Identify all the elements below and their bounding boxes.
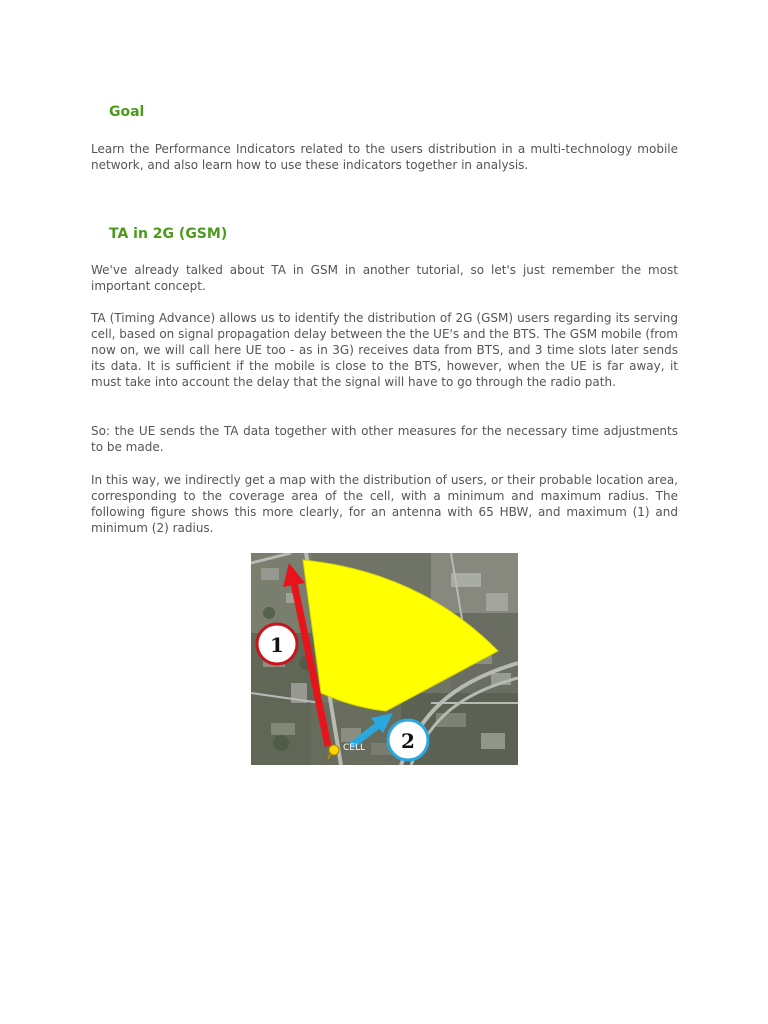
ta-map-paragraph: In this way, we indirectly get a map with the distribution of users, or their probable location area, corresponding to the coverage area of the cell, with a minimum and maximum radius. The following figure shows this more clearly, for an antenna with 65 HBW, and maximum (1) and minimum (2) radius.: [91, 473, 678, 535]
min-radius-marker: [388, 720, 428, 760]
min-radius-marker-label: 2: [401, 729, 415, 753]
ta-definition-paragraph: TA (Timing Advance) allows us to identify the distribution of 2G (GSM) users regarding its serving cell, based on signal propagation delay between the the UE's and the BTS. The GSM mobile (from now on, we will call here UE too - as in 3G) receives data from BTS, and 3 time slots later sends its data. It is sufficient if the mobile is close to the BTS, however, when the UE is far away, it must take into account the delay that the signal will have to go through the radio path.: [91, 311, 678, 389]
section-heading-ta-2g: TA in 2G (GSM): [109, 226, 228, 242]
section-heading-goal: Goal: [109, 104, 145, 120]
ta-intro-paragraph: We've already talked about TA in GSM in another tutorial, so let's just remember the most important concept.: [91, 263, 678, 293]
cell-label: CELL: [343, 743, 365, 753]
coverage-figure: [251, 553, 518, 765]
coverage-map-image: [251, 553, 518, 765]
max-radius-marker-label: 1: [270, 633, 284, 657]
max-radius-marker: [257, 624, 297, 664]
goal-paragraph: Learn the Performance Indicators related to the users distribution in a multi-technology mobile network, and also learn how to use these indicators together in analysis.: [91, 142, 678, 172]
ta-summary-paragraph: So: the UE sends the TA data together with other measures for the necessary time adjustments to be made.: [91, 424, 678, 454]
